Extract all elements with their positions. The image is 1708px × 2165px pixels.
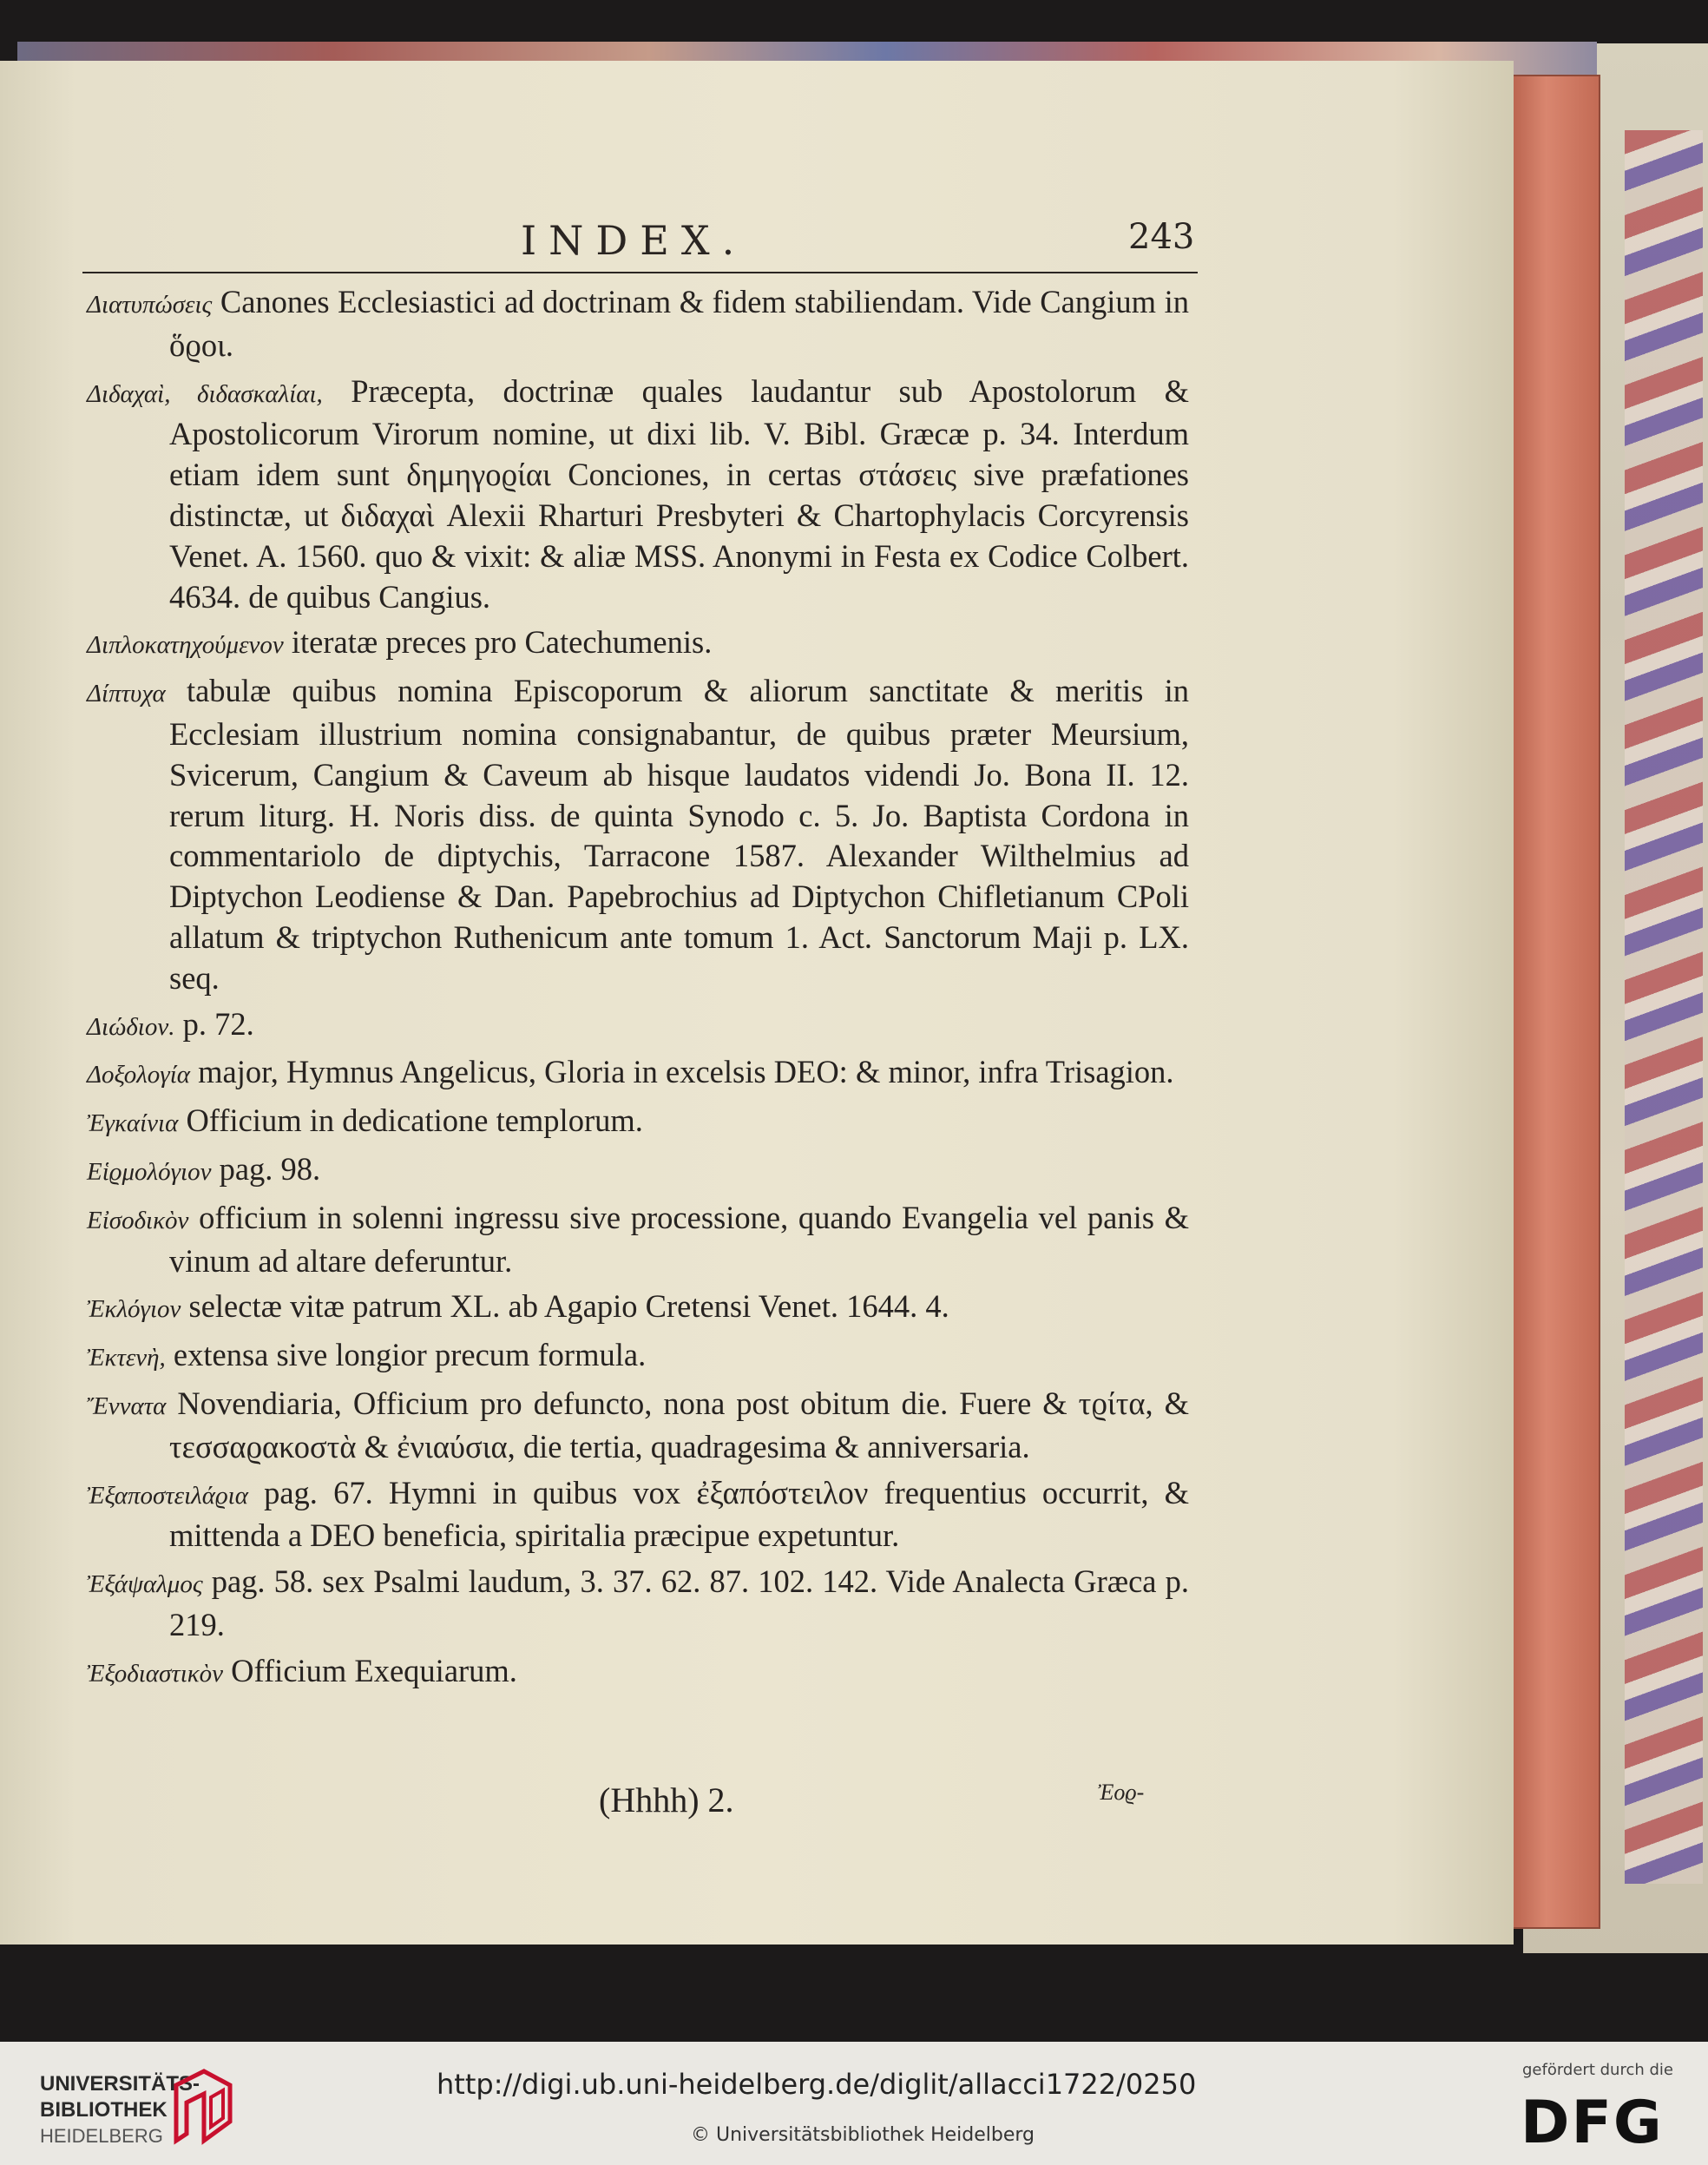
- page-url-link[interactable]: http://digi.ub.uni-heidelberg.de/diglit/allacci1722/0250: [437, 2068, 1197, 2101]
- entry-text: major, Hymnus Angelicus, Gloria in excelsis DEO: & minor, infra Trisagion.: [198, 1054, 1174, 1090]
- entry-text: pag. 98.: [219, 1150, 321, 1187]
- marbled-endpaper: [1625, 130, 1703, 1884]
- entry-text: officium in solenni ingressu sive processione, quando Evangelia vel panis & vinum ad altare deferuntur.: [169, 1199, 1190, 1279]
- index-entry: [87, 1004, 1189, 1048]
- entry-lemma: Ἐκτενὴ,: [87, 1344, 166, 1372]
- index-entry: [87, 1286, 1189, 1330]
- entry-text: iteratæ preces pro Catechumenis.: [291, 624, 713, 661]
- library-name-line2: BIBLIOTHEK: [40, 2098, 168, 2122]
- funding-caption: gefördert durch die: [1522, 2061, 1673, 2079]
- entry-lemma: Ἐξαποστειλάϱια: [87, 1481, 248, 1510]
- entry-lemma: Διώδιον.: [87, 1012, 175, 1041]
- entry-text: Officium in dedicatione templorum.: [186, 1102, 643, 1139]
- index-entry: [87, 1198, 1189, 1282]
- entry-lemma: Δοξολογία: [87, 1061, 190, 1089]
- index-entry: [87, 671, 1189, 998]
- entry-lemma: Ἐγκαίνια: [87, 1109, 179, 1138]
- entry-text: tabulæ quibus nomina Episcoporum & aliorum sanctitate & meritis in Ecclesiam illustrium nomina consignabantur, de quibus præter Meursium, Svicerum, Cangium & Caveum ab hisque laudatos videndi Jo. Bona II. 12. rerum liturg. H. Noris diss. de quinta Synodo c. 5. Jo. Baptista Cordona in commentariolo de diptychis, Tarracone 1587. Alexander Wilthelmius ad Diptychon Leodiense & Dan. Papebrochius ad Diptychon Chifletianum CPoli allatum & triptychon Ruthenicum ante tomum 1. Act. Sanctorum Maji p. LX. seq.: [169, 673, 1189, 996]
- red-page-edge: [1510, 75, 1600, 1929]
- signature-mark: (Hhhh) 2.: [599, 1780, 734, 1820]
- entry-lemma: Ἐξοδιαστικὸν: [87, 1659, 224, 1688]
- entry-lemma: Εἱϱμολόγιον: [87, 1157, 212, 1186]
- index-entry: [87, 1651, 1189, 1694]
- index-entry: [87, 1052, 1189, 1096]
- catchword: Ἐοϱ-: [1098, 1780, 1145, 1805]
- entry-lemma: Δίπτυχα: [87, 680, 166, 708]
- entry-text: p. 72.: [182, 1005, 254, 1042]
- entry-text: Canones Ecclesiastici ad doctrinam & fidem stabiliendam. Vide Cangium in ὅϱοι.: [169, 284, 1190, 363]
- index-entry: [87, 1562, 1189, 1646]
- entry-lemma: Ἔννατα: [87, 1392, 167, 1420]
- entry-text: pag. 67. Hymni in quibus vox ἐξαπόστειλον frequentius occurrit, & mittenda a DEO beneficia, spiritalia præcipue expetuntur.: [169, 1474, 1189, 1554]
- entry-text: Novendiaria, Officium pro defuncto, nona post obitum die. Fuere & τϱίτα, & τεσσαϱακοστὰ & ἐνιαύσια, die tertia, quadragesima & anniversaria.: [169, 1385, 1189, 1464]
- index-entry: [87, 1101, 1189, 1144]
- university-logo-icon: [169, 2068, 237, 2146]
- entry-lemma: Εἰσοδικὸν: [87, 1206, 189, 1234]
- entry-lemma: Διατυπώσεις: [87, 291, 213, 319]
- index-entry: [87, 622, 1189, 666]
- index-entry: [87, 1384, 1189, 1468]
- library-name-line1: UNIVERSITÄTS-: [40, 2072, 200, 2096]
- entry-text: Præcepta, doctrinæ quales laudantur sub Apostolorum & Apostolicorum Virorum nomine, ut dixi lib. V. Bibl. Græcæ p. 34. Interdum etiam idem sunt δημηγοϱίαι Conciones, in certas στάσεις sive præfationes distinctæ, ut διδαχαὶ Alexii Rharturi Presbyteri & Chartophylacis Corcyrensis Venet. A. 1560. quo & vixit: & aliæ MSS. Anonymi in Festa ex Codice Colbert. 4634. de quibus Cangius.: [169, 372, 1189, 615]
- entry-text: pag. 58. sex Psalmi laudum, 3. 37. 62. 87. 102. 142. Vide Analecta Græca p. 219.: [169, 1563, 1190, 1642]
- entry-lemma: Διδαχαὶ, διδασκαλίαι,: [87, 379, 323, 408]
- page-number: 243: [1128, 217, 1195, 257]
- viewer-footer: [0, 2042, 1708, 2165]
- entry-text: Officium Exequiarum.: [231, 1652, 517, 1688]
- index-entries: [87, 282, 1189, 1700]
- library-name-line3: HEIDELBERG: [40, 2125, 163, 2147]
- index-entry: [87, 372, 1189, 618]
- copyright-notice: © Universitätsbibliothek Heidelberg: [691, 2124, 1035, 2146]
- running-head: INDEX.: [521, 217, 747, 264]
- dfg-logo: DFG: [1521, 2089, 1664, 2157]
- entry-lemma: Διπλοκατηχούμενον: [87, 631, 284, 660]
- index-entry: [87, 1473, 1189, 1557]
- entry-lemma: Ἐκλόγιον: [87, 1295, 181, 1324]
- header-rule: [82, 272, 1198, 273]
- entry-text: extensa sive longior precum formula.: [173, 1337, 647, 1373]
- index-entry: [87, 282, 1189, 366]
- entry-text: selectæ vitæ patrum XL. ab Agapio Cretensi Venet. 1644. 4.: [188, 1288, 949, 1325]
- index-entry: [87, 1335, 1189, 1379]
- entry-lemma: Ἐξάψαλμος: [87, 1570, 203, 1599]
- index-entry: [87, 1149, 1189, 1193]
